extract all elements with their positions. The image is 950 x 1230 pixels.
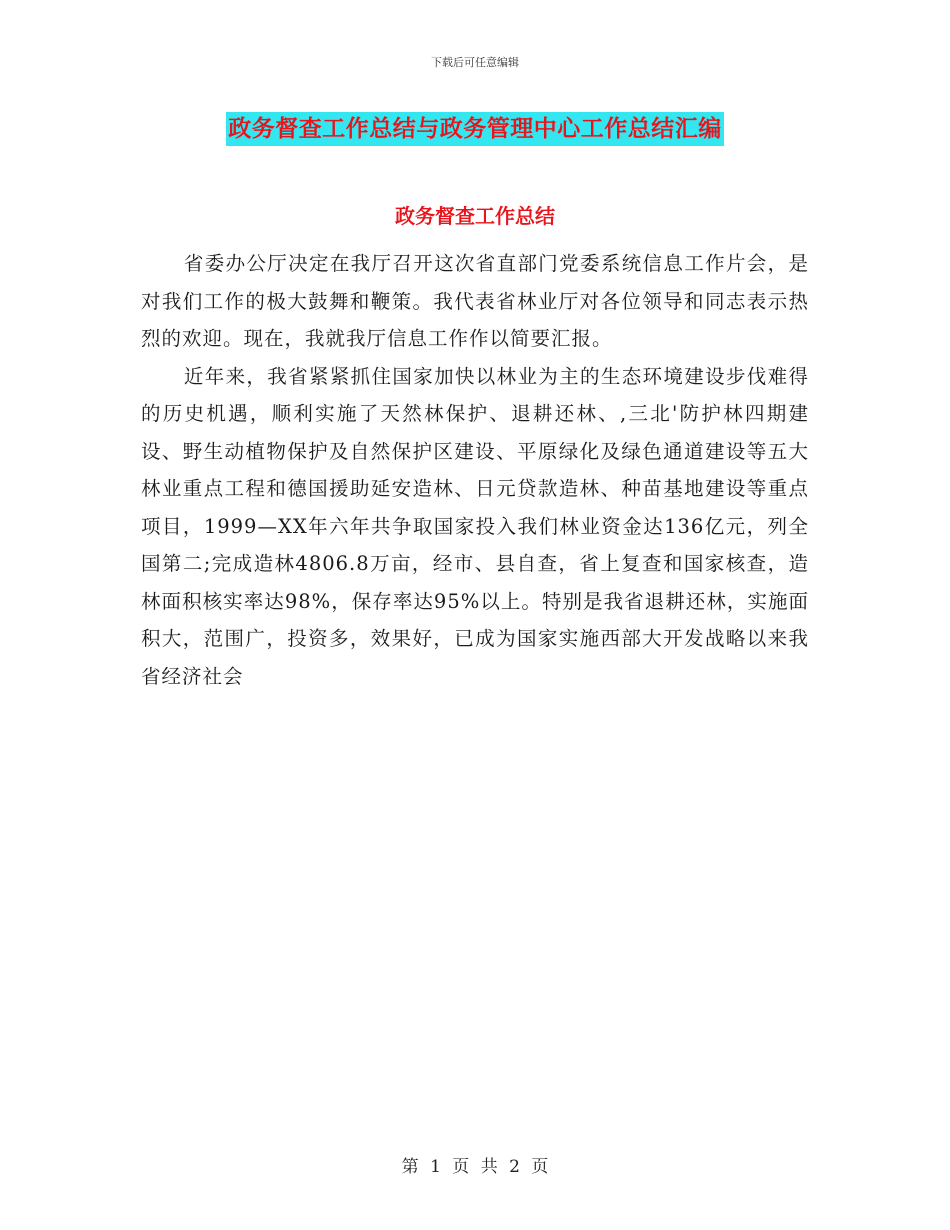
main-title: 政务督查工作总结与政务管理中心工作总结汇编: [226, 112, 724, 146]
page-footer: 第 1 页 共 2 页: [401, 1157, 549, 1177]
paragraph: 近年来，我省紧紧抓住国家加快以林业为主的生态环境建设步伐难得的历史机遇，顺利实施了天然林保护、退耕还林、,三北'防护林四期建设、野生动植物保护及自然保护区建设、平原绿化及绿色通道建设等五大林业重点工程和德国援助延安造林、日元贷款造林、种苗基地建设等重点项目，1999—XX年六年共争取国家投入我们林业资金达136亿元，列全国第二;完成造林4806.8万亩，经市、县自查，省上复查和国家核查，造林面积核实率达98%，保存率达95%以上。特别是我省退耕还林，实施面积大，范围广，投资多，效果好，已成为国家实施西部大开发战略以来我省经济社会: [141, 364, 809, 688]
section-title: 政务督查工作总结: [395, 204, 555, 228]
document-body: [141, 245, 809, 695]
paragraph: 省委办公厅决定在我厅召开这次省直部门党委系统信息工作片会，是对我们工作的极大鼓舞和鞭策。我代表省林业厅对各位领导和同志表示热烈的欢迎。现在，我就我厅信息工作作以简要汇报。: [141, 252, 809, 350]
main-title-container: [0, 112, 950, 146]
header-note: 下载后可任意编辑: [431, 56, 519, 69]
